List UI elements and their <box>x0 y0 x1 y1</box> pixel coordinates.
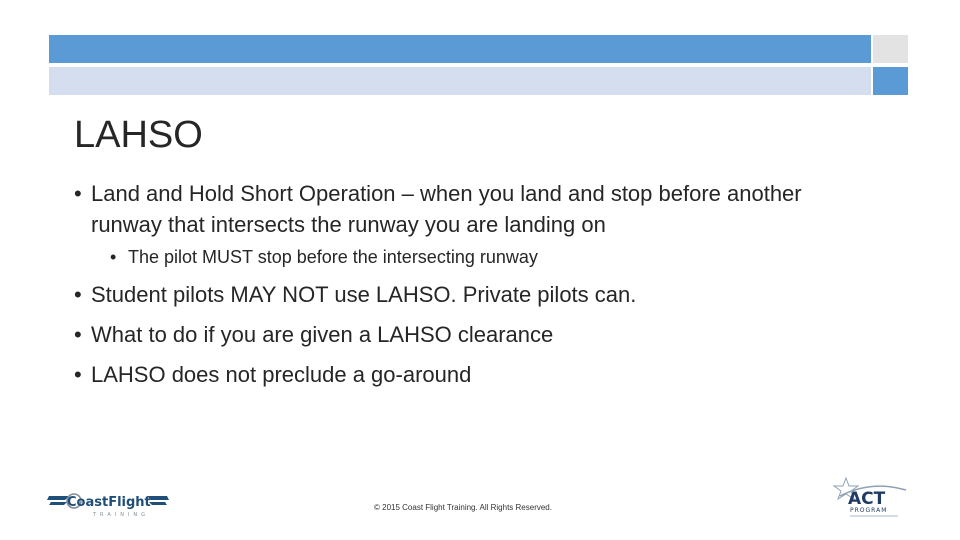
bullet-text: What to do if you are given a LAHSO clearance <box>91 322 554 347</box>
slide-title: LAHSO <box>74 114 203 156</box>
copyright-footer: © 2015 Coast Flight Training. All Rights Reserved. <box>374 503 552 512</box>
header-box-top-right <box>873 35 908 63</box>
act-program-logo <box>832 476 912 522</box>
bullet-item <box>74 319 874 350</box>
logo-wing-stripe-left <box>47 496 69 500</box>
logo-act-wordmark: ACT <box>848 489 886 509</box>
bullet-list <box>74 178 874 399</box>
bullet-item <box>74 279 874 310</box>
logo-program-text: PROGRAM <box>850 507 888 514</box>
header-band-top <box>49 35 871 63</box>
coastflight-logo <box>47 488 169 520</box>
bullet-item <box>74 359 874 390</box>
sub-bullet-item <box>74 245 874 269</box>
header-box-second-right <box>873 67 908 95</box>
bullet-text: Student pilots MAY NOT use LAHSO. Private pilots can. <box>91 282 637 307</box>
bullet-marker: • <box>74 282 82 307</box>
header-band-second <box>49 67 871 95</box>
bullet-text: LAHSO does not preclude a go-around <box>91 362 472 387</box>
bullet-marker: • <box>74 322 82 347</box>
logo-tagline: TRAINING <box>93 512 150 518</box>
sub-bullet-text: The pilot MUST stop before the intersecting runway <box>128 247 538 267</box>
logo-wing-stripe-right <box>149 502 167 505</box>
bullet-text: Land and Hold Short Operation – when you land and stop before another runway that intersects the runway you are landing on <box>91 181 802 237</box>
bullet-marker: • <box>74 181 82 206</box>
bullet-marker: • <box>110 247 117 267</box>
bullet-marker: • <box>74 362 82 387</box>
logo-wing-stripe-left <box>49 502 67 505</box>
bullet-item <box>74 178 874 240</box>
logo-wordmark: CoastFlight <box>67 495 151 510</box>
